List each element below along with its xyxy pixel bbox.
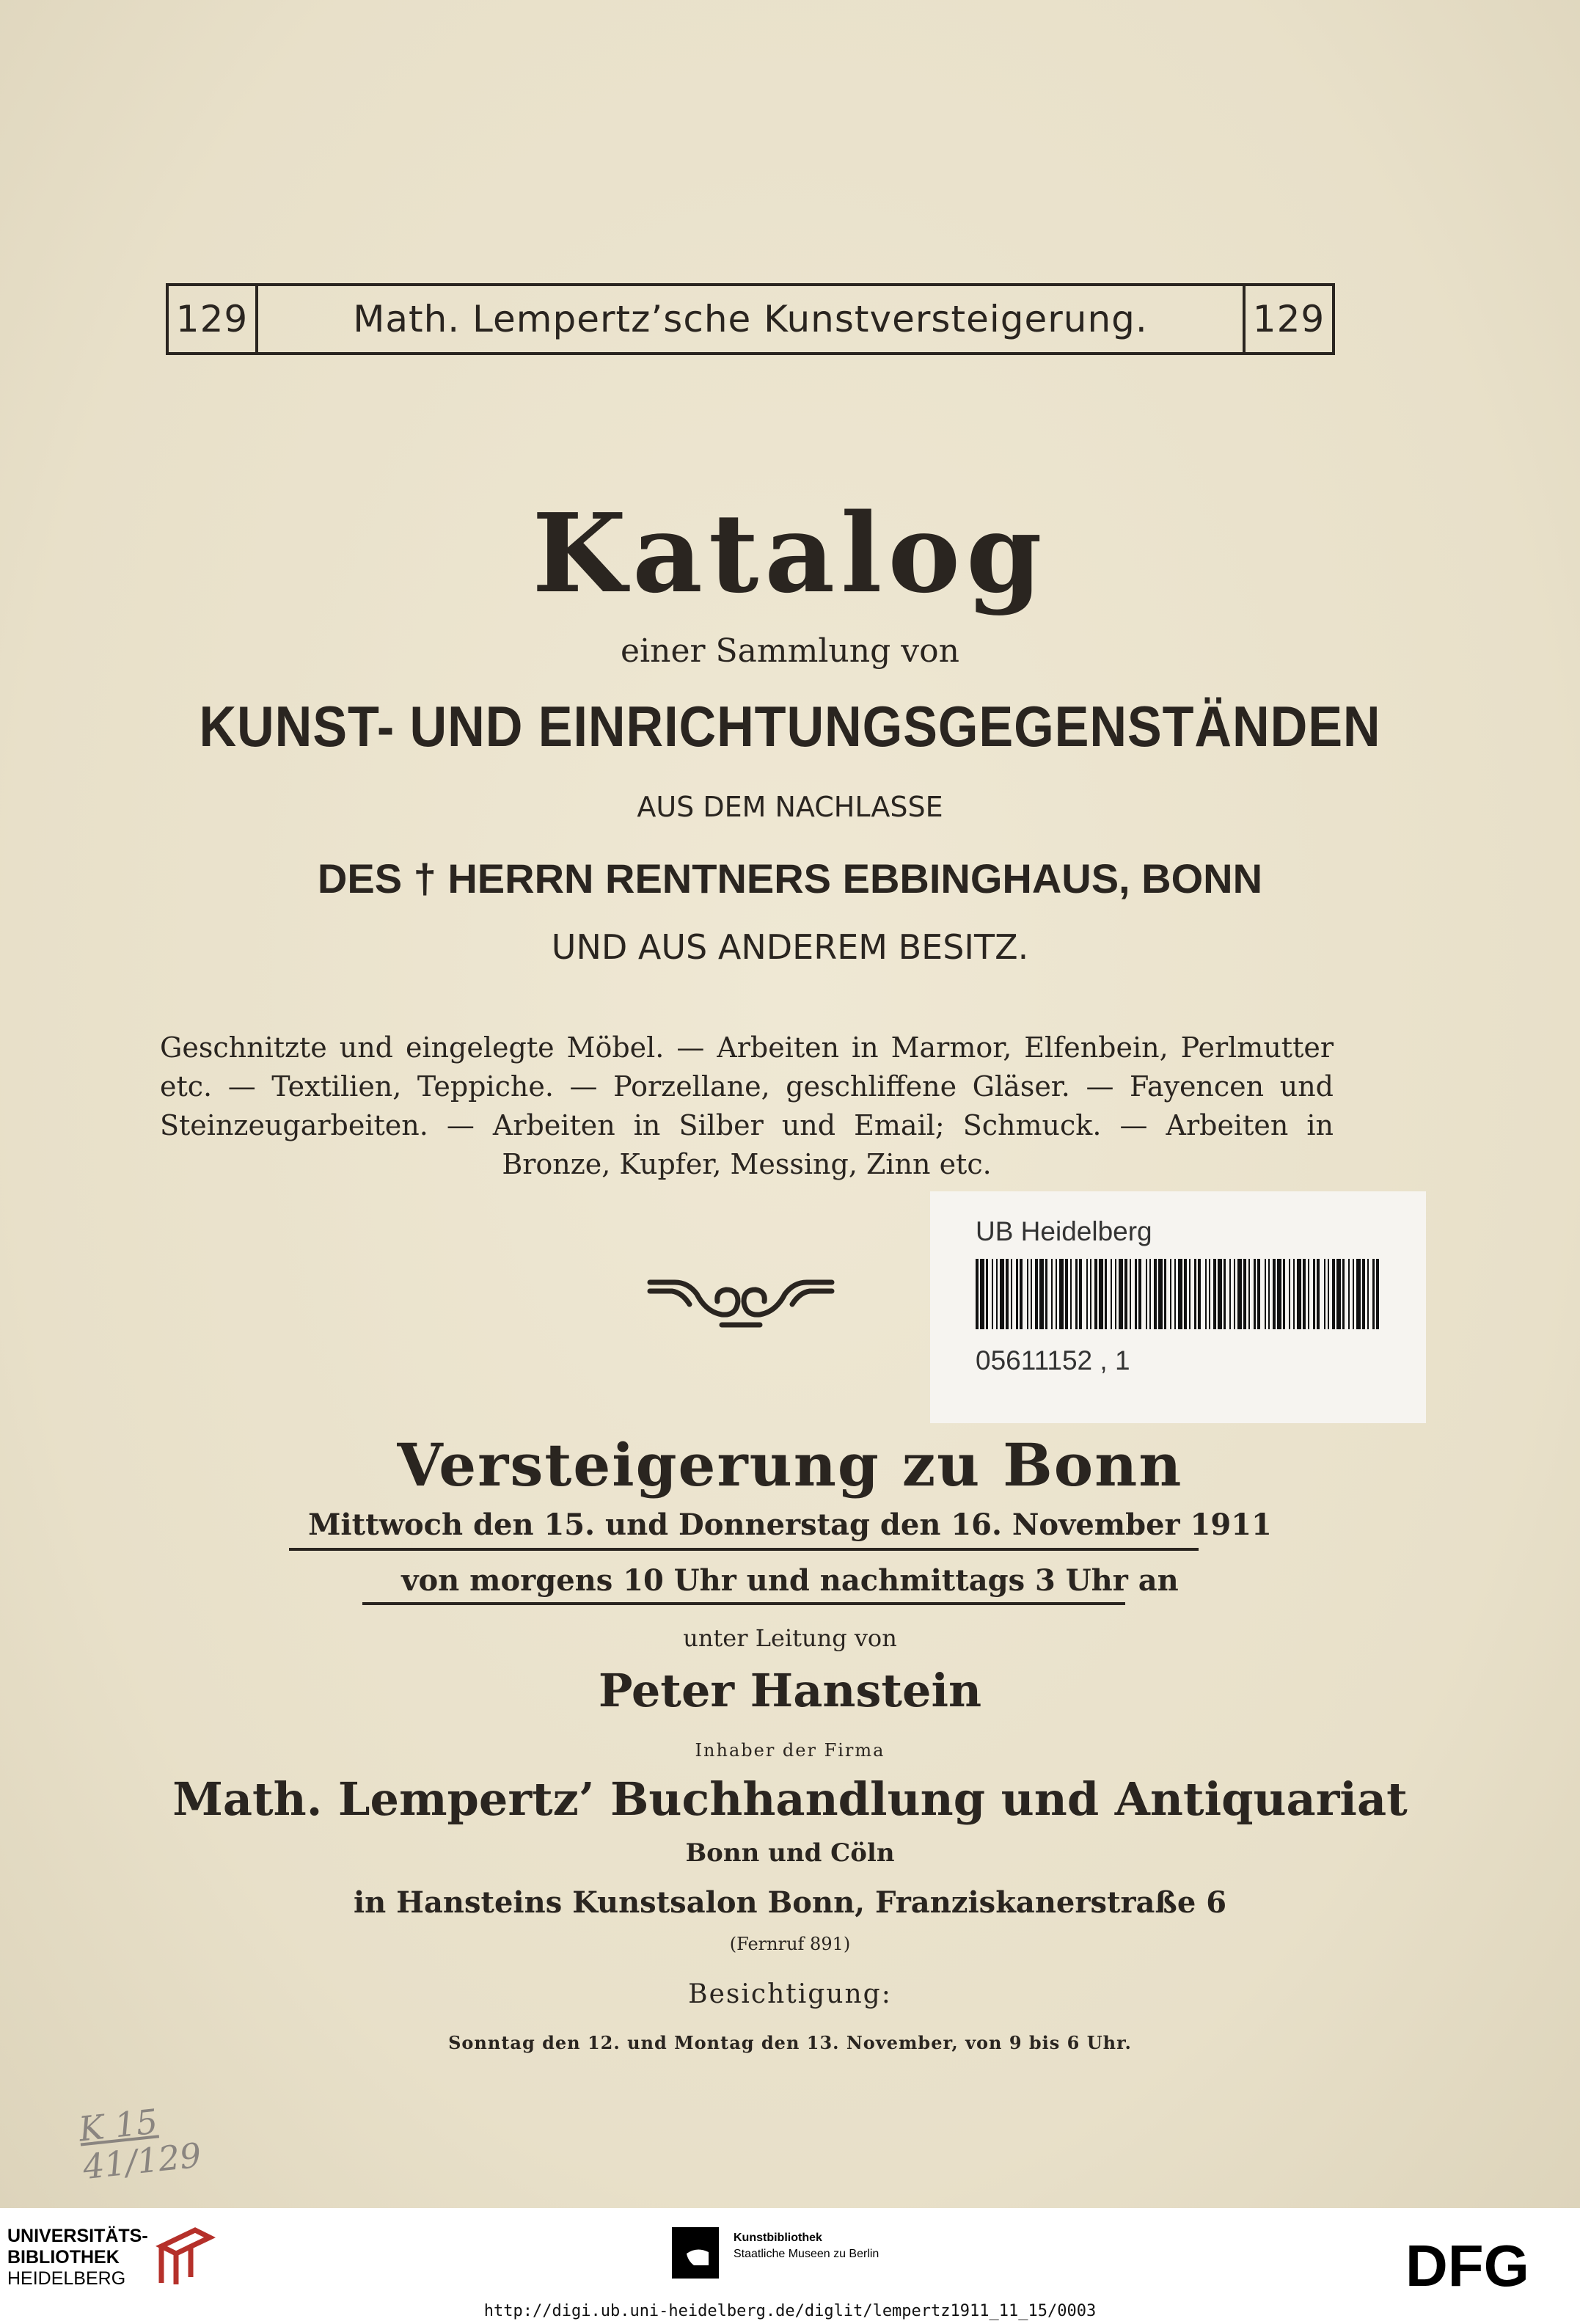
barcode-bar (1174, 1259, 1176, 1329)
dfg-logo-text: DFG (1405, 2237, 1529, 2293)
ub-line2: BIBLIOTHEK (7, 2247, 120, 2268)
barcode-bar (1254, 1259, 1256, 1329)
barcode-number: 05611152 , 1 (976, 1345, 1130, 1375)
barcode-bar (1229, 1259, 1231, 1329)
barcode-bar (1243, 1259, 1246, 1329)
source-url[interactable]: http://digi.ub.uni-heidelberg.de/diglit/lempertz1911_11_15/0003 (483, 2302, 1097, 2320)
ub-heidelberg-logo-text[interactable] (7, 2226, 148, 2290)
kb-title: Kunstbibliothek (734, 2232, 822, 2244)
barcode-bar (1237, 1259, 1242, 1329)
barcode-bar (1105, 1259, 1107, 1329)
barcode-bar (1086, 1259, 1088, 1329)
barcode-icon (976, 1259, 1379, 1329)
barcode-bar (1342, 1259, 1345, 1329)
barcode-bar (1016, 1259, 1018, 1329)
barcode-bar (1283, 1259, 1285, 1329)
barcode-bar (1332, 1259, 1335, 1329)
barcode-bar (1079, 1259, 1082, 1329)
barcode-bar (1268, 1259, 1270, 1329)
barcode-bar (992, 1259, 993, 1329)
barcode-bar (1124, 1259, 1127, 1329)
barcode-bar (1011, 1259, 1012, 1329)
barcode-bar (1135, 1259, 1137, 1329)
barcode-bar (1348, 1259, 1350, 1329)
barcode-bar (1045, 1259, 1047, 1329)
header-right-number: 129 (1243, 286, 1332, 352)
shelfmark-line2: 41/129 (81, 2135, 203, 2188)
barcode-bar (1297, 1259, 1301, 1329)
kunstbibliothek-emblem-icon[interactable] (672, 2227, 719, 2279)
barcode-bar (1178, 1259, 1182, 1329)
unter-leitung-line: unter Leitung von (683, 1624, 897, 1652)
barcode-bar (1027, 1259, 1028, 1329)
barcode-bar (1257, 1259, 1260, 1329)
kunstbibliothek-logo-text[interactable] (734, 2230, 879, 2262)
header-box (166, 283, 1335, 355)
barcode-bar (1367, 1259, 1369, 1329)
barcode-bar (1372, 1259, 1375, 1329)
barcode-bar (1006, 1259, 1009, 1329)
barcode-bar (1289, 1259, 1290, 1329)
barcode-bar (986, 1259, 988, 1329)
ub-line1: UNIVERSITÄTS- (7, 2226, 148, 2246)
barcode-bar (1149, 1259, 1151, 1329)
auction-times: von morgens 10 Uhr und nachmittags 3 Uhr an (401, 1563, 1179, 1598)
barcode-bar (1094, 1259, 1097, 1329)
nachlasse-line: AUS DEM NACHLASSE (637, 791, 943, 823)
firm-name: Math. Lempertz’ Buchhandlung und Antiquariat (172, 1772, 1408, 1826)
library-name: UB Heidelberg (976, 1216, 1152, 1246)
viewing-times: Sonntag den 12. und Montag den 13. November, von 9 bis 6 Uhr. (448, 2032, 1132, 2053)
barcode-bar (1303, 1259, 1306, 1329)
firm-locations: Bonn und Cöln (685, 1838, 895, 1868)
barcode-bar (1277, 1259, 1281, 1329)
barcode-bar (1353, 1259, 1354, 1329)
ub-line3: HEIDELBERG (7, 2268, 126, 2289)
contents-description: Geschnitzte und eingelegte Möbel. — Arbeiten in Marmor, Elfenbein, Perlmutter etc. — Textilien, Teppiche. — Porzellane, geschliffene Gläser. — Fayencen und Steinzeugarbeiten. — Arbeiten in Silber und Email; Schmuck. — Arbeiten in Bronze, Kupfer, Messing, Zinn etc. (160, 1031, 1334, 1180)
venue-address: in Hansteins Kunstsalon Bonn, Franziskanerstraße 6 (353, 1885, 1227, 1920)
dfg-logo[interactable] (1405, 2237, 1559, 2293)
library-barcode-label (930, 1191, 1426, 1423)
ub-heidelberg-emblem-icon[interactable] (154, 2224, 216, 2287)
auctioneer-name: Peter Hanstein (598, 1664, 982, 1717)
divider-rule (362, 1602, 1125, 1605)
kunst-heading: KUNST- UND EINRICHTUNGSGEGENSTÄNDEN (199, 694, 1381, 759)
barcode-bar (1119, 1259, 1123, 1329)
barcode-bar (1158, 1259, 1163, 1329)
barcode-bar (1099, 1259, 1103, 1329)
barcode-bar (1020, 1259, 1023, 1329)
handwritten-shelfmark (77, 2098, 203, 2186)
barcode-bar (1000, 1259, 1004, 1329)
barcode-bar (1035, 1259, 1038, 1329)
footer-bar (0, 2208, 1580, 2324)
barcode-bar (1224, 1259, 1226, 1329)
auction-dates: Mittwoch den 15. und Donnerstag den 16. November 1911 (308, 1508, 1272, 1542)
barcode-bar (1336, 1259, 1341, 1329)
barcode-bar (1317, 1259, 1320, 1329)
barcode-bar (1056, 1259, 1057, 1329)
ebbinghaus-line: DES † HERRN RENTNERS EBBINGHAUS, BONN (317, 855, 1263, 902)
barcode-bar (1205, 1259, 1207, 1329)
barcode-bar (1170, 1259, 1171, 1329)
barcode-bar (1090, 1259, 1091, 1329)
barcode-bar (1051, 1259, 1053, 1329)
barcode-bar (1265, 1259, 1266, 1329)
barcode-bar (1273, 1259, 1276, 1329)
barcode-bar (1194, 1259, 1196, 1329)
catalog-title: Katalog (532, 489, 1048, 617)
barcode-bar (1075, 1259, 1078, 1329)
barcode-bar (1130, 1259, 1131, 1329)
barcode-bar (1362, 1259, 1365, 1329)
barcode-bar (1189, 1259, 1191, 1329)
header-left-number: 129 (169, 286, 258, 352)
barcode-bar (1154, 1259, 1157, 1329)
barcode-bar (1328, 1259, 1329, 1329)
barcode-bar (1070, 1259, 1072, 1329)
viewing-heading: Besichtigung: (688, 1979, 892, 2009)
barcode-bar (1039, 1259, 1044, 1329)
barcode-bar (1115, 1259, 1116, 1329)
barcode-bar (1376, 1259, 1379, 1329)
barcode-bar (1293, 1259, 1295, 1329)
barcode-bar (1308, 1259, 1309, 1329)
barcode-bar (1138, 1259, 1141, 1329)
barcode-bar (1198, 1259, 1201, 1329)
kb-subtitle: Staatliche Museen zu Berlin (734, 2248, 879, 2260)
barcode-bar (1164, 1259, 1166, 1329)
anderem-besitz-line: UND AUS ANDEREM BESITZ. (551, 927, 1029, 967)
auction-title: Versteigerung zu Bonn (397, 1430, 1183, 1499)
barcode-bar (1065, 1259, 1068, 1329)
divider-rule (289, 1548, 1199, 1551)
barcode-bar (1356, 1259, 1361, 1329)
inhaber-line: Inhaber der Firma (695, 1740, 885, 1761)
shelfmark-line1: K 15 (76, 2101, 160, 2149)
barcode-bar (1111, 1259, 1112, 1329)
barcode-bar (1146, 1259, 1147, 1329)
barcode-bar (980, 1259, 984, 1329)
barcode-bar (1213, 1259, 1216, 1329)
einer-sammlung-line: einer Sammlung von (621, 632, 959, 670)
phone-number: (Fernruf 891) (729, 1934, 851, 1954)
barcode-bar (976, 1259, 979, 1329)
barcode-bar (1234, 1259, 1235, 1329)
ornament-icon (645, 1269, 836, 1335)
barcode-bar (996, 1259, 998, 1329)
barcode-bar (1248, 1259, 1250, 1329)
barcode-bar (1324, 1259, 1325, 1329)
barcode-bar (1209, 1259, 1210, 1329)
barcode-bar (1218, 1259, 1222, 1329)
barcode-bar (1313, 1259, 1315, 1329)
header-title: Math. Lempertz’sche Kunstversteigerung. (353, 298, 1148, 340)
barcode-bar (1059, 1259, 1064, 1329)
barcode-bar (1184, 1259, 1187, 1329)
barcode-bar (1031, 1259, 1032, 1329)
